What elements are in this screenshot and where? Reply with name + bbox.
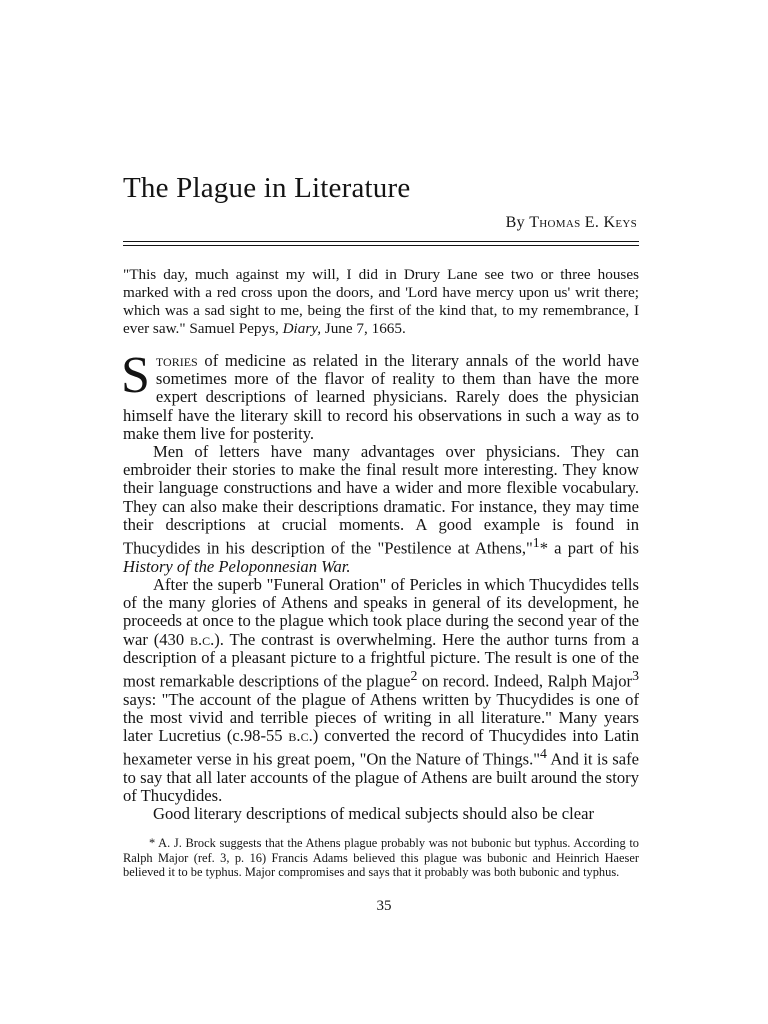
epigraph-quote: "This day, much against my will, I did in Drury Lane see two or three houses marked with a red cross upon the doors, and 'Lord have mercy upon us' writ there; which was a sad sight to me, being the first of the kind that, to my remembrance, I ever saw." Samuel Pepys, bbox=[123, 266, 639, 337]
byline bbox=[506, 214, 637, 232]
era-bc-1: b.c. bbox=[189, 629, 215, 649]
title-rule-bottom bbox=[123, 245, 639, 246]
footnote-text: * A. J. Brock suggests that the Athens plague probably was not bubonic but typhus. According to Ralph Major (ref. 3, p. 16) Francis Adams believed this plague was bubonic and Heinrich Haeser believed it to be typhus. Major compromises and says that it probably was both bubonic and typhus. bbox=[123, 836, 639, 879]
paragraph-3-text-c: on record. Indeed, Ralph Major bbox=[421, 671, 633, 691]
paragraph-3-text-d: says: "The account of the plague of Athens written by Thucydides is one of the most vivid and terrible pieces of writing in all literature." Many years later Lucretius (c.98-55 bbox=[123, 689, 639, 746]
paragraph-3-text-f: And it is safe to say that all later accounts of the plague of Athens are built around the story of Thucydides. bbox=[123, 749, 640, 806]
reference-2: 2 bbox=[410, 667, 418, 683]
paragraph-4 bbox=[123, 805, 639, 823]
article-title: The Plague in Literature bbox=[123, 172, 411, 204]
epigraph-source: Diary, bbox=[282, 320, 321, 337]
paragraph-3-text-a: After the superb "Funeral Oration" of Pericles in which Thucydides tells of the many glories of Athens and speaks in general of its development, he proceeds at once to the plague which took place during the second year of the war (430 bbox=[123, 574, 639, 649]
paragraph-3-text-b: ). The contrast is overwhelming. Here the author turns from a description of a pleasant picture to a frightful picture. The result is one of the most remarkable descriptions of the plague bbox=[123, 629, 639, 691]
reference-1: 1 bbox=[532, 535, 540, 551]
page-number: 35 bbox=[376, 898, 392, 914]
paragraph-2-text-b: a part of his bbox=[554, 538, 639, 558]
article-body bbox=[121, 347, 640, 824]
paragraph-4-text: Good literary descriptions of medical subjects should also be clear bbox=[153, 804, 594, 824]
paragraph-3 bbox=[123, 576, 639, 806]
paragraph-2-text: Men of letters have many advantages over physicians. They can embroider their stories to make the final result more interesting. They know their language constructions and have a wider and more flexible vocabulary. They can also make their descriptions dramatic. For instance, they may time their descriptions at crucial moments. A good example is found in Thucydides in his description of the "Pestilence at Athens," bbox=[123, 442, 639, 558]
drop-cap: S bbox=[121, 347, 150, 404]
reference-4: 4 bbox=[540, 746, 547, 762]
paragraph-1 bbox=[121, 347, 639, 443]
reference-3: 3 bbox=[632, 667, 640, 683]
paragraph-2 bbox=[123, 443, 639, 576]
epigraph bbox=[123, 266, 639, 338]
paragraph-1-text: of medicine as related in the literary annals of the world have sometimes more of the flavor of reality to them than have the more expert descriptions of learned physicians. Rarely does the physician himself have the literary skill to record his observations in such a way as to make them live for posterity. bbox=[123, 351, 639, 443]
footnote-star: * bbox=[539, 538, 549, 558]
byline-author: Thomas E. Keys bbox=[529, 214, 637, 231]
title-rule-top bbox=[123, 241, 639, 242]
footnote bbox=[123, 836, 639, 880]
book-title: History of the Peloponnesian War. bbox=[123, 556, 351, 576]
lead-word: tories bbox=[155, 351, 198, 370]
paragraph-3-text-e: ) converted the record of Thucydides into Latin hexameter verse in his great poem, "On the Nature of Things." bbox=[123, 726, 639, 769]
epigraph-date: June 7, 1665. bbox=[324, 320, 406, 337]
era-bc-2: b.c. bbox=[288, 726, 313, 746]
byline-by: By bbox=[505, 214, 525, 231]
